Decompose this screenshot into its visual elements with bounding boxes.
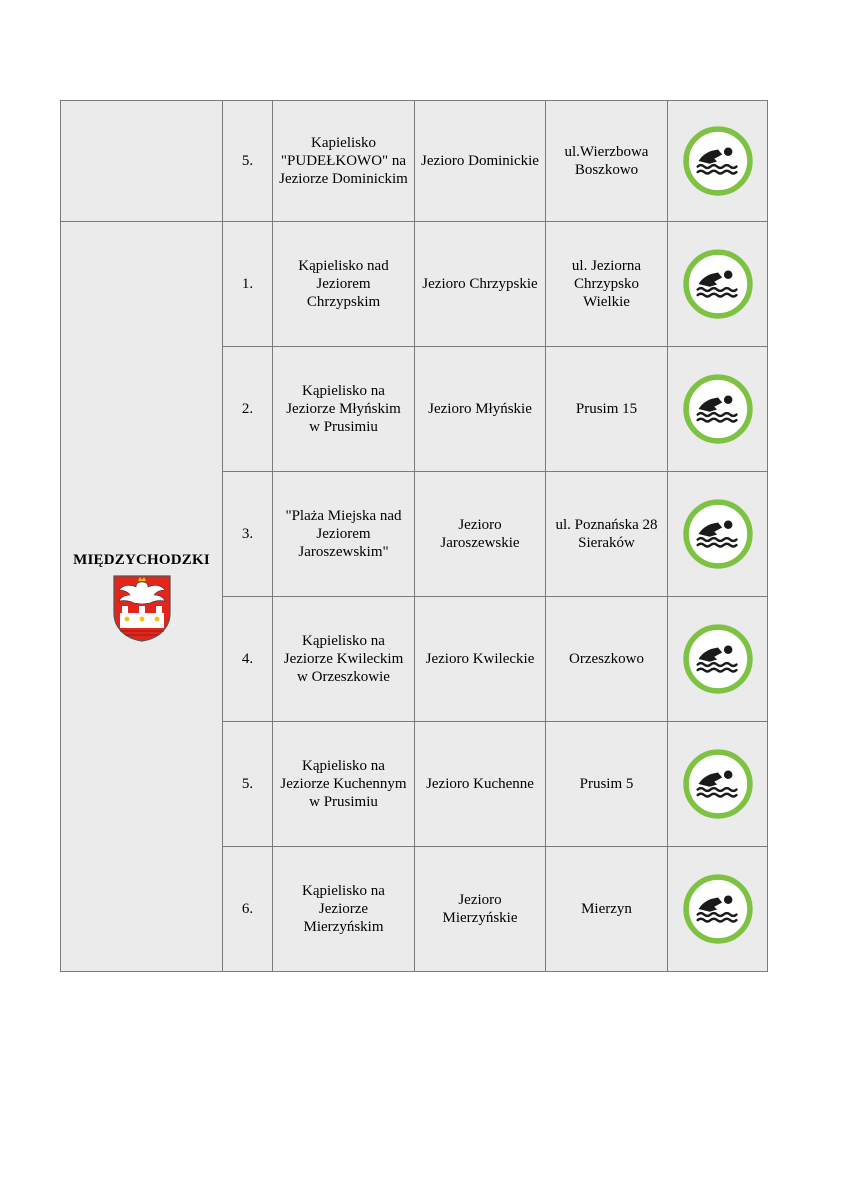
swimming-icon <box>681 372 755 446</box>
county-cell-empty <box>61 101 223 222</box>
site-address: Prusim 15 <box>546 347 668 472</box>
swimming-icon <box>681 124 755 198</box>
row-number: 5. <box>223 101 273 222</box>
swimming-icon <box>681 622 755 696</box>
site-name: "Plaża Miejska nad Jeziorem Jaroszewskim" <box>273 472 415 597</box>
site-address: ul. Poznańska 28 Sieraków <box>546 472 668 597</box>
county-cell <box>61 222 223 972</box>
county-name: MIĘDZYCHODZKI <box>73 551 210 568</box>
bathing-sites-table <box>60 100 768 972</box>
row-number: 2. <box>223 347 273 472</box>
swimming-icon <box>681 497 755 571</box>
site-address: ul.Wierzbowa Boszkowo <box>546 101 668 222</box>
site-address: ul. Jeziorna Chrzypsko Wielkie <box>546 222 668 347</box>
row-number: 5. <box>223 722 273 847</box>
site-name: Kapielisko "PUDEŁKOWO" na Jeziorze Dominickim <box>273 101 415 222</box>
row-number: 6. <box>223 847 273 972</box>
site-name: Kąpielisko nad Jeziorem Chrzypskim <box>273 222 415 347</box>
site-name: Kąpielisko na Jeziorze Mierzyńskim <box>273 847 415 972</box>
site-name: Kąpielisko na Jeziorze Kwileckim w Orzeszkowie <box>273 597 415 722</box>
lake-name: Jezioro Chrzypskie <box>415 222 546 347</box>
lake-name: Jezioro Mierzyńskie <box>415 847 546 972</box>
lake-name: Jezioro Młyńskie <box>415 347 546 472</box>
lake-name: Jezioro Kwileckie <box>415 597 546 722</box>
site-name: Kąpielisko na Jeziorze Młyńskim w Prusimiu <box>273 347 415 472</box>
coat-of-arms-icon <box>111 573 173 643</box>
lake-name: Jezioro Dominickie <box>415 101 546 222</box>
site-address: Orzeszkowo <box>546 597 668 722</box>
lake-name: Jezioro Kuchenne <box>415 722 546 847</box>
table-row <box>61 222 768 347</box>
swimming-icon <box>681 247 755 321</box>
row-number: 1. <box>223 222 273 347</box>
row-number: 3. <box>223 472 273 597</box>
row-number: 4. <box>223 597 273 722</box>
site-address: Mierzyn <box>546 847 668 972</box>
table-row <box>61 101 768 222</box>
swimming-icon <box>681 747 755 821</box>
swimming-icon <box>681 872 755 946</box>
lake-name: Jezioro Jaroszewskie <box>415 472 546 597</box>
site-address: Prusim 5 <box>546 722 668 847</box>
site-name: Kąpielisko na Jeziorze Kuchennym w Prusimiu <box>273 722 415 847</box>
